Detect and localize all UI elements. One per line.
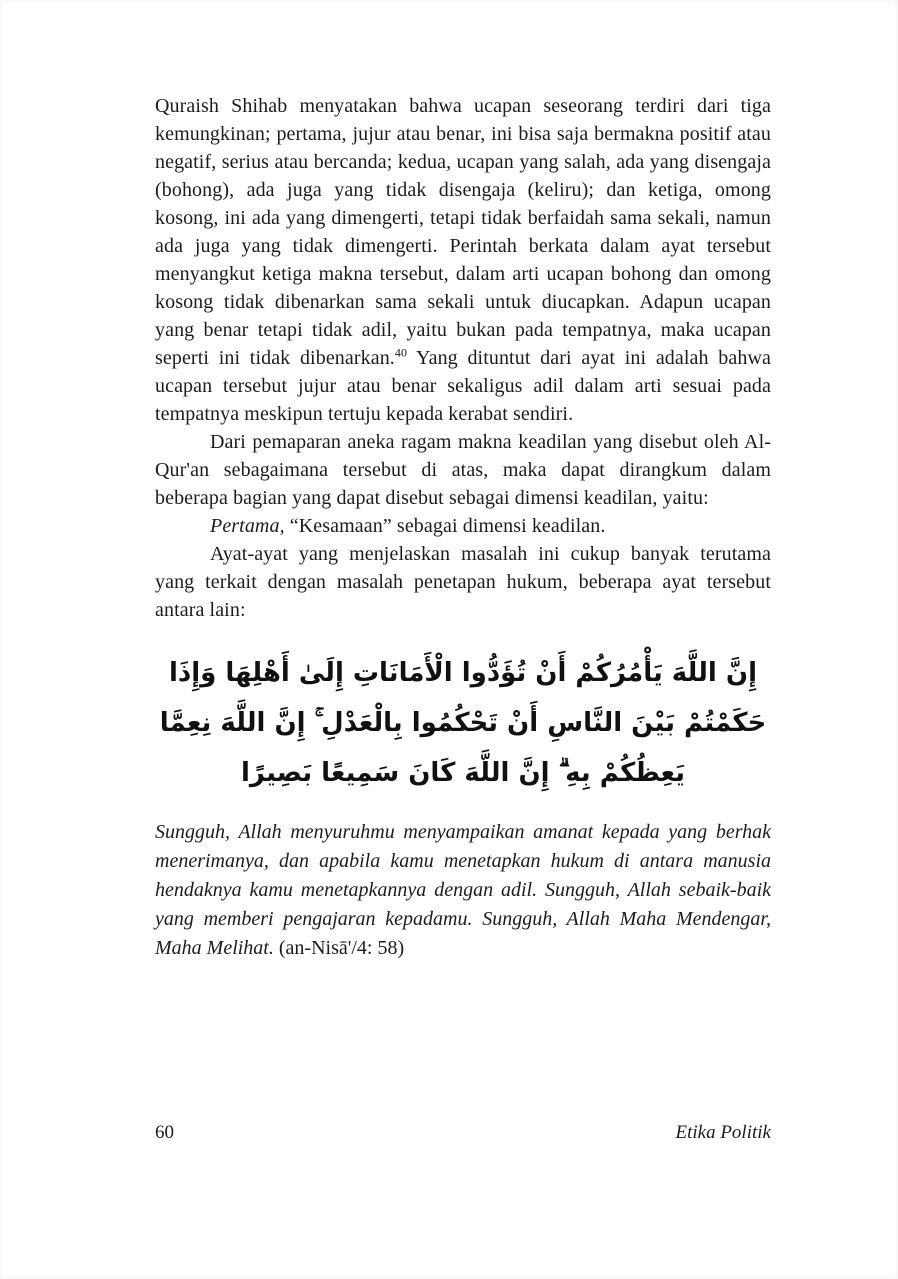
page-number: 60	[155, 1122, 174, 1143]
paragraph-dimensi-keadilan: Dari pemaparan aneka ragam makna keadilan yang disebut oleh Al-Qur'an sebagaimana tersebut di atas, maka dapat dirangkum dalam beberapa bagian yang dapat disebut sebagai dimensi keadilan, yaitu:	[155, 431, 771, 509]
paragraph-text: Yang dituntut dari ayat ini adalah bahwa ucapan tersebut jujur atau benar sekaligus adil dalam arti sesuai pada tempatnya meskipun tertuju kepada kerabat sendiri.	[155, 347, 771, 425]
translation-italic-text: Sungguh, Allah menyuruhmu menyampaikan amanat kepada yang berhak menerimanya, dan apabila kamu menetapkan hukum di antara manusia hendaknya kamu menetapkannya dengan adil. Sungguh, Allah sebaik-baik yang memberi pengajaran kepadamu. Sungguh, Allah Maha Mendengar, Maha Melihat.	[155, 821, 771, 959]
page-content	[155, 92, 771, 963]
paragraph-ayat-ayat: Ayat-ayat yang menjelaskan masalah ini cukup banyak terutama yang terkait dengan masalah penetapan hukum, beberapa ayat tersebut antara lain:	[155, 543, 771, 621]
running-title: Etika Politik	[675, 1122, 771, 1143]
paragraph-pertama-kesamaan	[155, 512, 771, 540]
verse-citation: (an-Nisā'/4: 58)	[278, 937, 405, 959]
page-footer	[155, 1122, 771, 1144]
arabic-verse: إِنَّ اللَّهَ يَأْمُرُكُمْ أَنْ تُؤَدُّوا الْأَمَانَاتِ إِلَىٰ أَهْلِهَا وَإِذَا حَكَمْتُمْ بَيْنَ النَّاسِ أَنْ تَحْكُمُوا بِالْعَدْلِ ۚ إِنَّ اللَّهَ نِعِمَّا يَعِظُكُمْ بِهِ ۗ إِنَّ اللَّهَ كَانَ سَمِيعًا بَصِيرًا	[159, 658, 767, 788]
footnote-marker: 40	[394, 345, 408, 360]
paragraph-text: Quraish Shihab menyatakan bahwa ucapan seseorang terdiri dari tiga kemungkinan; pertama, jujur atau benar, ini bisa saja bermakna positif atau negatif, serius atau bercanda; kedua, ucapan yang salah, ada yang disengaja (bohong), ada juga yang tidak disengaja (keliru); dan ketiga, omong kosong, ini ada yang dimengerti, tetapi tidak berfaidah sama sekali, namun ada juga yang tidak dimengerti. Perintah berkata dalam ayat tersebut menyangkut ketiga makna tersebut, dalam arti ucapan bohong dan omong kosong tidak dibenarkan sama sekali untuk diucapkan. Adapun ucapan yang benar tetapi tidak adil, yaitu bukan pada tempatnya, maka ucapan seperti ini tidak dibenarkan.	[155, 95, 771, 369]
paragraph-lead-italic: Pertama,	[210, 515, 285, 537]
verse-translation	[155, 818, 771, 963]
paragraph-quraish-shihab	[155, 92, 771, 428]
paragraph-text: “Kesamaan” sebagai dimensi keadilan.	[284, 515, 606, 537]
